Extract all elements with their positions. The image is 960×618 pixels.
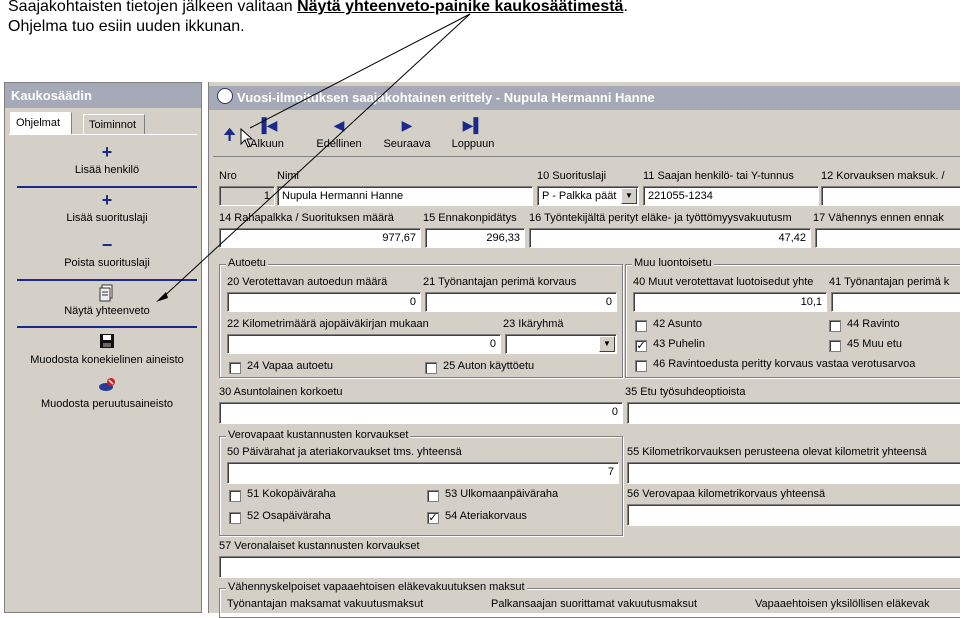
- saaja-label: 11 Saajan henkilö- tai Y-tunnus: [643, 170, 794, 182]
- plus-icon: +: [101, 190, 113, 210]
- f21-label: 21 Työnantajan perimä korvaus: [423, 276, 577, 288]
- f21-field[interactable]: 0: [425, 292, 617, 312]
- c46-label: 46 Ravintoedusta peritty korvaus vastaa verotusarvoa: [653, 358, 916, 370]
- add-person-label: Lisää henkilö: [74, 164, 140, 176]
- caption-line-2: Ohjelma tuo esiin uuden ikkunan.: [8, 18, 245, 35]
- plus-icon: +: [101, 142, 113, 162]
- caption-text: Saajakohtaisten tietojen jälkeen valitaan: [8, 0, 298, 15]
- elake-col2-label: Palkansaajan suorittamat vakuutusmaksut: [491, 598, 698, 610]
- previous-label: Edellinen: [316, 138, 362, 150]
- elake-col1-label: Työnantajan maksamat vakuutusmaksut: [227, 598, 424, 610]
- c53-label: 53 Ulkomaanpäiväraha: [445, 488, 559, 500]
- chevron-down-icon[interactable]: ▼: [621, 188, 637, 204]
- verovapaat-title: Verovapaat kustannusten korvaukset: [228, 429, 409, 441]
- tab-ohjelmat[interactable]: Ohjelmat: [10, 112, 72, 134]
- create-cancel-data-label: Muodosta peruutusaineisto: [40, 398, 174, 410]
- f30-label: 30 Asuntolainen korkoetu: [219, 386, 343, 398]
- arrow-to-show-summary: [160, 14, 470, 300]
- window-title: Vuosi-ilmoituksen saajakohtainen erittely - Nupula Hermanni Hanne: [209, 86, 960, 110]
- create-machine-data-label: Muodosta konekielinen aineisto: [30, 354, 184, 366]
- check-icon: ✓: [636, 340, 646, 352]
- rahapalkka-field[interactable]: 977,67: [219, 228, 421, 248]
- muu-title: Muu luontoisetu: [634, 257, 712, 269]
- first-label: Alkuun: [250, 138, 284, 150]
- f55-label: 55 Kilometrikorvauksen perusteena olevat kilometrit yhteensä: [627, 446, 927, 458]
- f50-field[interactable]: 7: [227, 462, 619, 484]
- show-summary-label: Näytä yhteenveto: [64, 305, 150, 317]
- elake-field[interactable]: 47,42: [529, 228, 811, 248]
- ennakko-label: 15 Ennakonpidätys: [423, 212, 517, 224]
- f40-label: 40 Muut verotettavat luotoisedut yhte: [633, 276, 814, 288]
- arrowhead-icon: [156, 292, 168, 302]
- f41-label: 41 Työnantajan perimä k: [829, 276, 950, 288]
- f23-label: 23 Ikäryhmä: [503, 318, 564, 330]
- f56-label: 56 Verovapaa kilometrikorvaus yhteensä: [627, 488, 826, 500]
- last-label: Loppuun: [451, 138, 495, 150]
- elake-label: 16 Työntekijältä perityt eläke- ja työttömyysvakuutusm: [529, 212, 792, 224]
- add-income-type-label: Lisää suorituslaji: [66, 212, 148, 224]
- next-icon: ▶: [401, 117, 413, 133]
- saaja-field[interactable]: 221055-1234: [643, 186, 819, 206]
- f22-label: 22 Kilometrimäärä ajopäiväkirjan mukaan: [227, 318, 429, 330]
- f20-label: 20 Verotettavan autoedun määrä: [227, 276, 388, 288]
- c52-label: 52 Osapäiväraha: [247, 510, 331, 522]
- remote-title: Kaukosäädin: [5, 83, 201, 108]
- f20-field[interactable]: 0: [227, 292, 421, 312]
- elake-col3-label: Vapaaehtoisen yksilöllisen eläkevak: [755, 598, 930, 610]
- elake-group-title: Vähennyskelpoiset vapaaehtoisen eläkevakuutuksen maksut: [228, 581, 525, 593]
- minus-icon: −: [101, 235, 113, 255]
- next-label: Seuraava: [383, 138, 431, 150]
- autoetu-title: Autoetu: [228, 257, 266, 269]
- c54-label: 54 Ateriakorvaus: [445, 510, 527, 522]
- name-field[interactable]: Nupula Hermanni Hanne: [277, 186, 533, 206]
- nro-field[interactable]: 1: [219, 186, 275, 206]
- tab-toiminnot[interactable]: Toiminnot: [83, 114, 145, 134]
- c44-label: 44 Ravinto: [847, 318, 900, 330]
- f22-field[interactable]: 0: [227, 334, 501, 354]
- c51-label: 51 Kokopäiväraha: [247, 488, 336, 500]
- first-icon: ▐◀: [256, 117, 278, 133]
- ennakko-field[interactable]: 296,33: [425, 228, 525, 248]
- caption-emphasis: Näytä yhteenveto-painike kaukosäätimestä: [297, 0, 624, 15]
- nimi-label: Nimi: [277, 170, 299, 182]
- f57-label: 57 Veronalaiset kustannusten korvaukset: [219, 540, 420, 552]
- suorituslaji-value: P - Palkka päät: [542, 190, 617, 202]
- c24-label: 24 Vapaa autoetu: [247, 360, 334, 372]
- korvaus-label: 12 Korvauksen maksuk. /: [821, 170, 945, 182]
- f35-label: 35 Etu työsuhdeoptioista: [625, 386, 746, 398]
- arrow-to-cursor: [250, 14, 470, 128]
- check-icon: ✓: [428, 512, 438, 524]
- f50-label: 50 Päivärahat ja ateriakorvaukset tms. yhteensä: [227, 446, 462, 458]
- remove-income-type-label: Poista suorituslaji: [64, 257, 150, 269]
- f40-field[interactable]: 10,1: [633, 292, 827, 312]
- up-arrow-icon: 🠉: [223, 127, 237, 144]
- suorituslaji-label: 10 Suorituslaji: [537, 170, 607, 182]
- c43-label: 43 Puhelin: [653, 338, 705, 350]
- chevron-down-icon[interactable]: ▼: [599, 336, 615, 352]
- vahennys-label: 17 Vähennys ennen ennak: [813, 212, 944, 224]
- c25-label: 25 Auton käyttöetu: [443, 360, 535, 372]
- c42-label: 42 Asunto: [653, 318, 702, 330]
- last-icon: ▶▌: [462, 117, 484, 133]
- rahapalkka-label: 14 Rahapalkka / Suorituksen määrä: [219, 212, 394, 224]
- f30-field[interactable]: 0: [219, 402, 623, 424]
- c45-label: 45 Muu etu: [847, 338, 903, 350]
- previous-icon: ◀: [333, 117, 345, 133]
- nro-label: Nro: [219, 170, 237, 182]
- caption-suffix: .: [623, 0, 628, 15]
